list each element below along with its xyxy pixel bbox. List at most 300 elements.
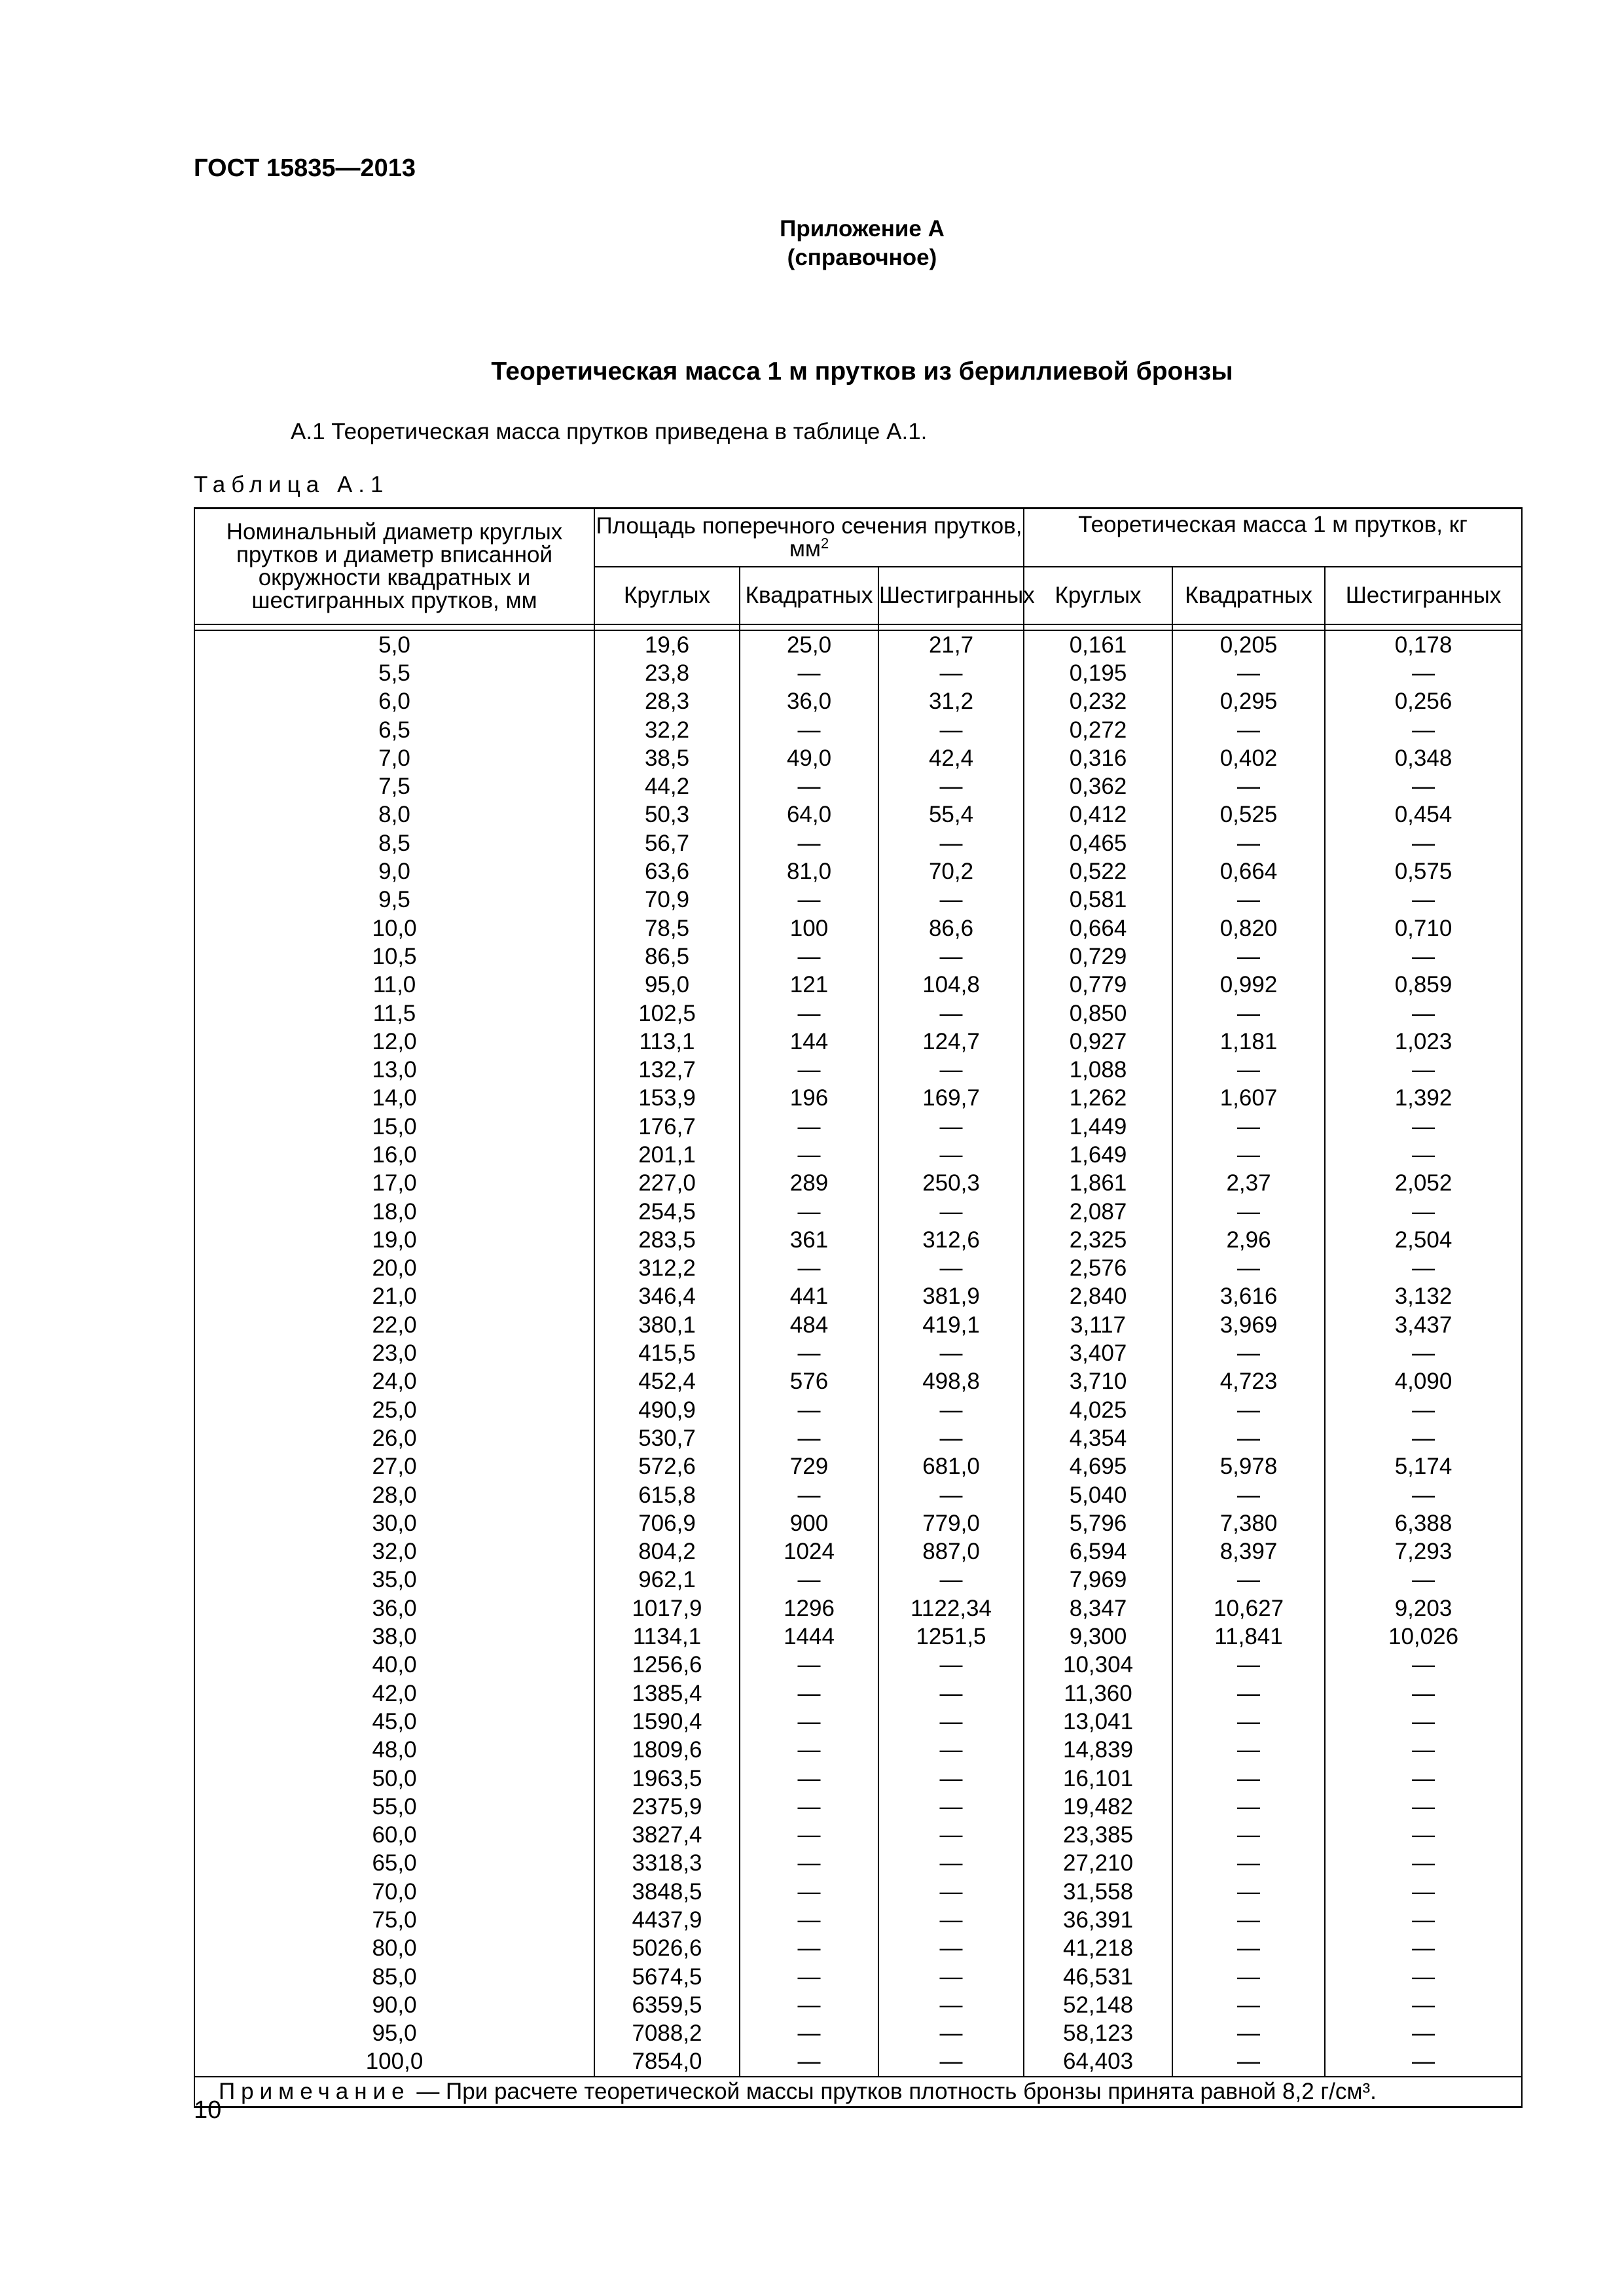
table-cell: 0,348 [1325,744,1522,772]
table-cell: 22,0 [194,1311,594,1339]
table-cell: 0,195 [1024,659,1172,687]
table-row [194,1793,1522,1821]
table-cell: — [1325,1793,1522,1821]
table-row [194,1849,1522,1877]
table-cell: 20,0 [194,1254,594,1282]
table-cell: 530,7 [594,1424,740,1452]
table-cell: — [740,1679,878,1707]
table-cell: — [1325,659,1522,687]
table-row [194,2047,1522,2076]
table-cell: 65,0 [194,1849,594,1877]
table-row [194,999,1522,1027]
table-cell: — [740,942,878,971]
table-cell: — [740,1651,878,1679]
table-cell: 312,6 [878,1226,1024,1254]
table-cell: 1444 [740,1623,878,1651]
table-cell: — [878,1197,1024,1225]
table-cell: — [1325,1651,1522,1679]
table-cell: — [740,1962,878,1990]
table-cell: — [740,1991,878,2019]
table-cell: 289 [740,1169,878,1197]
table-cell: — [1172,886,1325,914]
table-cell: — [1172,1991,1325,2019]
table-cell: 0,402 [1172,744,1325,772]
table-cell: 95,0 [594,971,740,999]
table-row [194,1991,1522,2019]
table-cell: — [1325,715,1522,744]
table-row [194,1113,1522,1141]
table-cell: — [1172,1821,1325,1849]
table-cell: 19,6 [594,630,740,659]
table-cell: — [1325,1934,1522,1962]
table-cell: 4,695 [1024,1452,1172,1480]
table-cell: 5,040 [1024,1480,1172,1509]
table-cell: — [1172,715,1325,744]
table-cell: — [1325,1878,1522,1906]
table-row [194,1878,1522,1906]
table-cell: — [1325,1480,1522,1509]
table-cell: 36,0 [194,1594,594,1623]
table-cell: — [878,829,1024,857]
table-cell: — [878,1906,1024,1934]
table-cell: 15,0 [194,1113,594,1141]
table-cell: 78,5 [594,914,740,942]
table-cell: 0,178 [1325,630,1522,659]
table-cell: — [878,1821,1024,1849]
table-cell: 38,5 [594,744,740,772]
table-cell: — [1172,2019,1325,2047]
table-cell: — [1172,1679,1325,1707]
table-cell: 28,0 [194,1480,594,1509]
table-row [194,659,1522,687]
table-cell: — [1172,1056,1325,1084]
table-row [194,1962,1522,1990]
table-cell: — [1325,1113,1522,1141]
table-cell: 6,594 [1024,1537,1172,1566]
table-cell: 2,504 [1325,1226,1522,1254]
table-cell: — [740,1396,878,1424]
table-cell: 729 [740,1452,878,1480]
table-cell: 7,0 [194,744,594,772]
table-cell: 19,0 [194,1226,594,1254]
table-cell: 419,1 [878,1311,1024,1339]
table-cell: — [1325,999,1522,1027]
table-cell: — [878,715,1024,744]
table-cell: 3,407 [1024,1339,1172,1367]
table-cell: — [740,1339,878,1367]
table-cell: — [878,1141,1024,1169]
table-cell: 60,0 [194,1821,594,1849]
header-mass-square: Квадратных [1172,567,1325,624]
table-cell: 40,0 [194,1651,594,1679]
table-cell: — [1172,1878,1325,1906]
table-cell: — [1325,2019,1522,2047]
table-row [194,1594,1522,1623]
table-row [194,1509,1522,1537]
table-cell: 1122,34 [878,1594,1024,1623]
table-cell: 196 [740,1084,878,1112]
table-cell: 25,0 [194,1396,594,1424]
table-cell: — [1325,942,1522,971]
table-cell: — [878,1339,1024,1367]
table-cell: — [1172,772,1325,800]
table-cell: 42,0 [194,1679,594,1707]
table-cell: — [1325,1056,1522,1084]
header-area-group [594,509,1024,567]
table-cell: 8,0 [194,800,594,829]
table-cell: — [1325,1679,1522,1707]
table-row [194,1311,1522,1339]
table-cell: — [740,1708,878,1736]
table-cell: 887,0 [878,1537,1024,1566]
table-cell: 2,840 [1024,1282,1172,1310]
header-area-label: Площадь поперечного сечения прутков, мм [596,513,1022,562]
table-cell: 1590,4 [594,1708,740,1736]
table-cell: — [878,1254,1024,1282]
table-row [194,1282,1522,1310]
table-row [194,942,1522,971]
table-cell: 16,0 [194,1141,594,1169]
table-cell: 45,0 [194,1708,594,1736]
table-cell: 3,132 [1325,1282,1522,1310]
table-cell: 0,664 [1172,857,1325,886]
table-cell: 312,2 [594,1254,740,1282]
table-cell: — [1325,1339,1522,1367]
table-cell: — [740,1113,878,1141]
table-cell: — [1325,1906,1522,1934]
table-cell: 1,607 [1172,1084,1325,1112]
table-cell: 5,0 [194,630,594,659]
table-row [194,1084,1522,1112]
table-caption: Таблица А.1 [194,472,389,497]
table-cell: 81,0 [740,857,878,886]
table-cell: — [878,942,1024,971]
table-cell: — [1172,1396,1325,1424]
table-cell: 5,174 [1325,1452,1522,1480]
table-cell: 86,6 [878,914,1024,942]
table-cell: 1,181 [1172,1028,1325,1056]
table-cell: — [740,1197,878,1225]
table-cell: — [878,1962,1024,1990]
table-cell: 23,8 [594,659,740,687]
table-cell: — [1172,1339,1325,1367]
table-row [194,1367,1522,1395]
table-cell: — [740,1934,878,1962]
table-cell: 3,117 [1024,1311,1172,1339]
table-cell: — [740,1793,878,1821]
table-cell: — [878,1878,1024,1906]
table-cell: 23,385 [1024,1821,1172,1849]
table-row [194,715,1522,744]
table-cell: 1,262 [1024,1084,1172,1112]
table-cell: 31,2 [878,687,1024,715]
table-row [194,1028,1522,1056]
table-cell: 27,0 [194,1452,594,1480]
table-cell: 36,391 [1024,1906,1172,1934]
table-cell: 121 [740,971,878,999]
table-cell: — [740,1566,878,1594]
table-cell: 441 [740,1282,878,1310]
table-cell: 452,4 [594,1367,740,1395]
table-cell: — [1325,1962,1522,1990]
table-row [194,1679,1522,1707]
table-cell: — [1172,1764,1325,1792]
table-cell: — [740,829,878,857]
table-cell: 0,205 [1172,630,1325,659]
table-cell: 10,026 [1325,1623,1522,1651]
table-cell: — [878,1424,1024,1452]
table-cell: 0,256 [1325,687,1522,715]
table-cell: — [1325,1424,1522,1452]
table-cell: 4,354 [1024,1424,1172,1452]
table-cell: 498,8 [878,1367,1024,1395]
table-cell: 0,295 [1172,687,1325,715]
table-row [194,1821,1522,1849]
table-cell: — [878,999,1024,1027]
table-row [194,1339,1522,1367]
table-cell: — [1172,1254,1325,1282]
table-cell: 4437,9 [594,1906,740,1934]
table-cell: — [740,1764,878,1792]
table-cell: 576 [740,1367,878,1395]
table-cell: 25,0 [740,630,878,659]
table-cell: — [1172,1566,1325,1594]
table-cell: 5026,6 [594,1934,740,1962]
table-cell: 0,465 [1024,829,1172,857]
table-cell: 32,0 [194,1537,594,1566]
table-cell: — [740,659,878,687]
table-cell: 42,4 [878,744,1024,772]
table-cell: — [878,1849,1024,1877]
table-cell: 1251,5 [878,1623,1024,1651]
table-cell: 0,525 [1172,800,1325,829]
table-cell: 23,0 [194,1339,594,1367]
table-cell: 7,380 [1172,1509,1325,1537]
table-row [194,1396,1522,1424]
table-cell: 227,0 [594,1169,740,1197]
table-cell: 24,0 [194,1367,594,1395]
table-cell: 0,927 [1024,1028,1172,1056]
table-cell: — [740,1736,878,1764]
table-cell: — [740,1424,878,1452]
table-cell: 2375,9 [594,1793,740,1821]
table-cell: — [1172,1480,1325,1509]
table-cell: — [1325,1736,1522,1764]
table-cell: 44,2 [594,772,740,800]
table-cell: 75,0 [194,1906,594,1934]
table-cell: 14,0 [194,1084,594,1112]
table-cell: 361 [740,1226,878,1254]
table-cell: 346,4 [594,1282,740,1310]
table-cell: 32,2 [594,715,740,744]
appendix-title: Приложение А [780,216,945,242]
table-cell: 5,978 [1172,1452,1325,1480]
table-cell: 9,5 [194,886,594,914]
table-cell: 5674,5 [594,1962,740,1990]
table-cell: — [878,1736,1024,1764]
table-cell: 30,0 [194,1509,594,1537]
table-cell: 0,454 [1325,800,1522,829]
table-cell: 0,362 [1024,772,1172,800]
table-cell: 12,0 [194,1028,594,1056]
table-cell: — [1172,2047,1325,2076]
table-cell: 0,779 [1024,971,1172,999]
table-cell: — [878,1056,1024,1084]
table-cell: 14,839 [1024,1736,1172,1764]
table-body [194,630,1522,2077]
table-cell: 3848,5 [594,1878,740,1906]
table-cell: 10,627 [1172,1594,1325,1623]
table-cell: 1809,6 [594,1736,740,1764]
table-cell: — [1172,1962,1325,1990]
table-cell: 201,1 [594,1141,740,1169]
header-mass-round: Круглых [1024,567,1172,624]
table-cell: — [878,1679,1024,1707]
table-cell: — [878,1113,1024,1141]
table-cell: 5,5 [194,659,594,687]
table-cell: 1,392 [1325,1084,1522,1112]
table-cell: 7,293 [1325,1537,1522,1566]
table-cell: 11,360 [1024,1679,1172,1707]
table-cell: 1,023 [1325,1028,1522,1056]
table-cell: 18,0 [194,1197,594,1225]
table-row [194,1934,1522,1962]
table-cell: 63,6 [594,857,740,886]
table-cell: 8,347 [1024,1594,1172,1623]
table-cell: 49,0 [740,744,878,772]
table-cell: 46,531 [1024,1962,1172,1990]
table-cell: 381,9 [878,1282,1024,1310]
table-cell: 0,992 [1172,971,1325,999]
table-cell: 0,859 [1325,971,1522,999]
table-cell: 27,210 [1024,1849,1172,1877]
table-cell: — [1172,659,1325,687]
table-cell: — [740,999,878,1027]
table-row [194,1254,1522,1282]
table-cell: 2,96 [1172,1226,1325,1254]
table-cell: 56,7 [594,829,740,857]
header-diameter: Номинальный диаметр круглых прутков и диаметр вписанной окружности квадратных и шестигранных прутков, мм [194,509,594,624]
table-row [194,1708,1522,1736]
table-cell: 144 [740,1028,878,1056]
table-cell: 176,7 [594,1113,740,1141]
table-cell: 380,1 [594,1311,740,1339]
header-mass-hex: Шестигранных [1325,567,1522,624]
table-cell: 38,0 [194,1623,594,1651]
note-text: — При расчете теоретической массы прутков плотность бронзы принята равной 8,2 г/см³. [410,2078,1377,2104]
table-cell: 85,0 [194,1962,594,1990]
table-cell: — [878,1651,1024,1679]
table-cell: — [878,2047,1024,2076]
table-cell: 11,5 [194,999,594,1027]
table-row [194,2019,1522,2047]
table-cell: — [1172,1708,1325,1736]
table-cell: 9,0 [194,857,594,886]
table-cell: — [1325,1197,1522,1225]
table-cell: — [740,1141,878,1169]
table-cell: — [740,1878,878,1906]
table-cell: — [878,1396,1024,1424]
table-cell: 1296 [740,1594,878,1623]
table-cell: 58,123 [1024,2019,1172,2047]
table-cell: 10,5 [194,942,594,971]
table-cell: 415,5 [594,1339,740,1367]
table-cell: — [740,1056,878,1084]
table-cell: 0,850 [1024,999,1172,1027]
table-cell: — [1325,2047,1522,2076]
table-row [194,914,1522,942]
table-cell: 1,649 [1024,1141,1172,1169]
table-cell: — [740,886,878,914]
table-cell: — [740,1849,878,1877]
table-cell: 681,0 [878,1452,1024,1480]
table-cell: — [1172,1651,1325,1679]
table-row [194,1651,1522,1679]
table-cell: 100,0 [194,2047,594,2076]
table-cell: 9,300 [1024,1623,1172,1651]
table-cell: — [1325,1764,1522,1792]
table-cell: 2,087 [1024,1197,1172,1225]
table-cell: 1963,5 [594,1764,740,1792]
table-cell: 572,6 [594,1452,740,1480]
table-cell: 962,1 [594,1566,740,1594]
table-row [194,1169,1522,1197]
table-cell: 4,090 [1325,1367,1522,1395]
table-cell: 490,9 [594,1396,740,1424]
table-cell: — [1172,1113,1325,1141]
table-cell: 0,710 [1325,914,1522,942]
table-row [194,1480,1522,1509]
table-cell: — [878,772,1024,800]
table-cell: 4,723 [1172,1367,1325,1395]
table-cell: — [740,1906,878,1934]
table-cell: 41,218 [1024,1934,1172,1962]
table-cell: 35,0 [194,1566,594,1594]
table-row [194,687,1522,715]
table-cell: 10,0 [194,914,594,942]
table-cell: — [878,2019,1024,2047]
table-cell: 104,8 [878,971,1024,999]
table-cell: 86,5 [594,942,740,971]
table-row [194,1906,1522,1934]
table-row [194,1226,1522,1254]
table-cell: — [878,659,1024,687]
table-cell: 21,0 [194,1282,594,1310]
table-cell: 1134,1 [594,1623,740,1651]
table-cell: 1,861 [1024,1169,1172,1197]
table-cell: 6359,5 [594,1991,740,2019]
table-cell: 0,581 [1024,886,1172,914]
table-cell: 3318,3 [594,1849,740,1877]
table-cell: — [1172,1424,1325,1452]
table-row [194,630,1522,659]
table-cell: 2,325 [1024,1226,1172,1254]
table-cell: — [740,2047,878,2076]
table-cell: 3827,4 [594,1821,740,1849]
table-cell: 21,7 [878,630,1024,659]
table-cell: — [1172,1793,1325,1821]
table-cell: — [740,715,878,744]
table-cell: 0,412 [1024,800,1172,829]
table-row [194,1566,1522,1594]
intro-paragraph: А.1 Теоретическая масса прутков приведена в таблице А.1. [291,419,928,444]
table-cell: 254,5 [594,1197,740,1225]
page-number: 10 [194,2096,222,2124]
table-row [194,1537,1522,1566]
table-cell: 6,5 [194,715,594,744]
table-cell: 113,1 [594,1028,740,1056]
table-cell: 70,9 [594,886,740,914]
